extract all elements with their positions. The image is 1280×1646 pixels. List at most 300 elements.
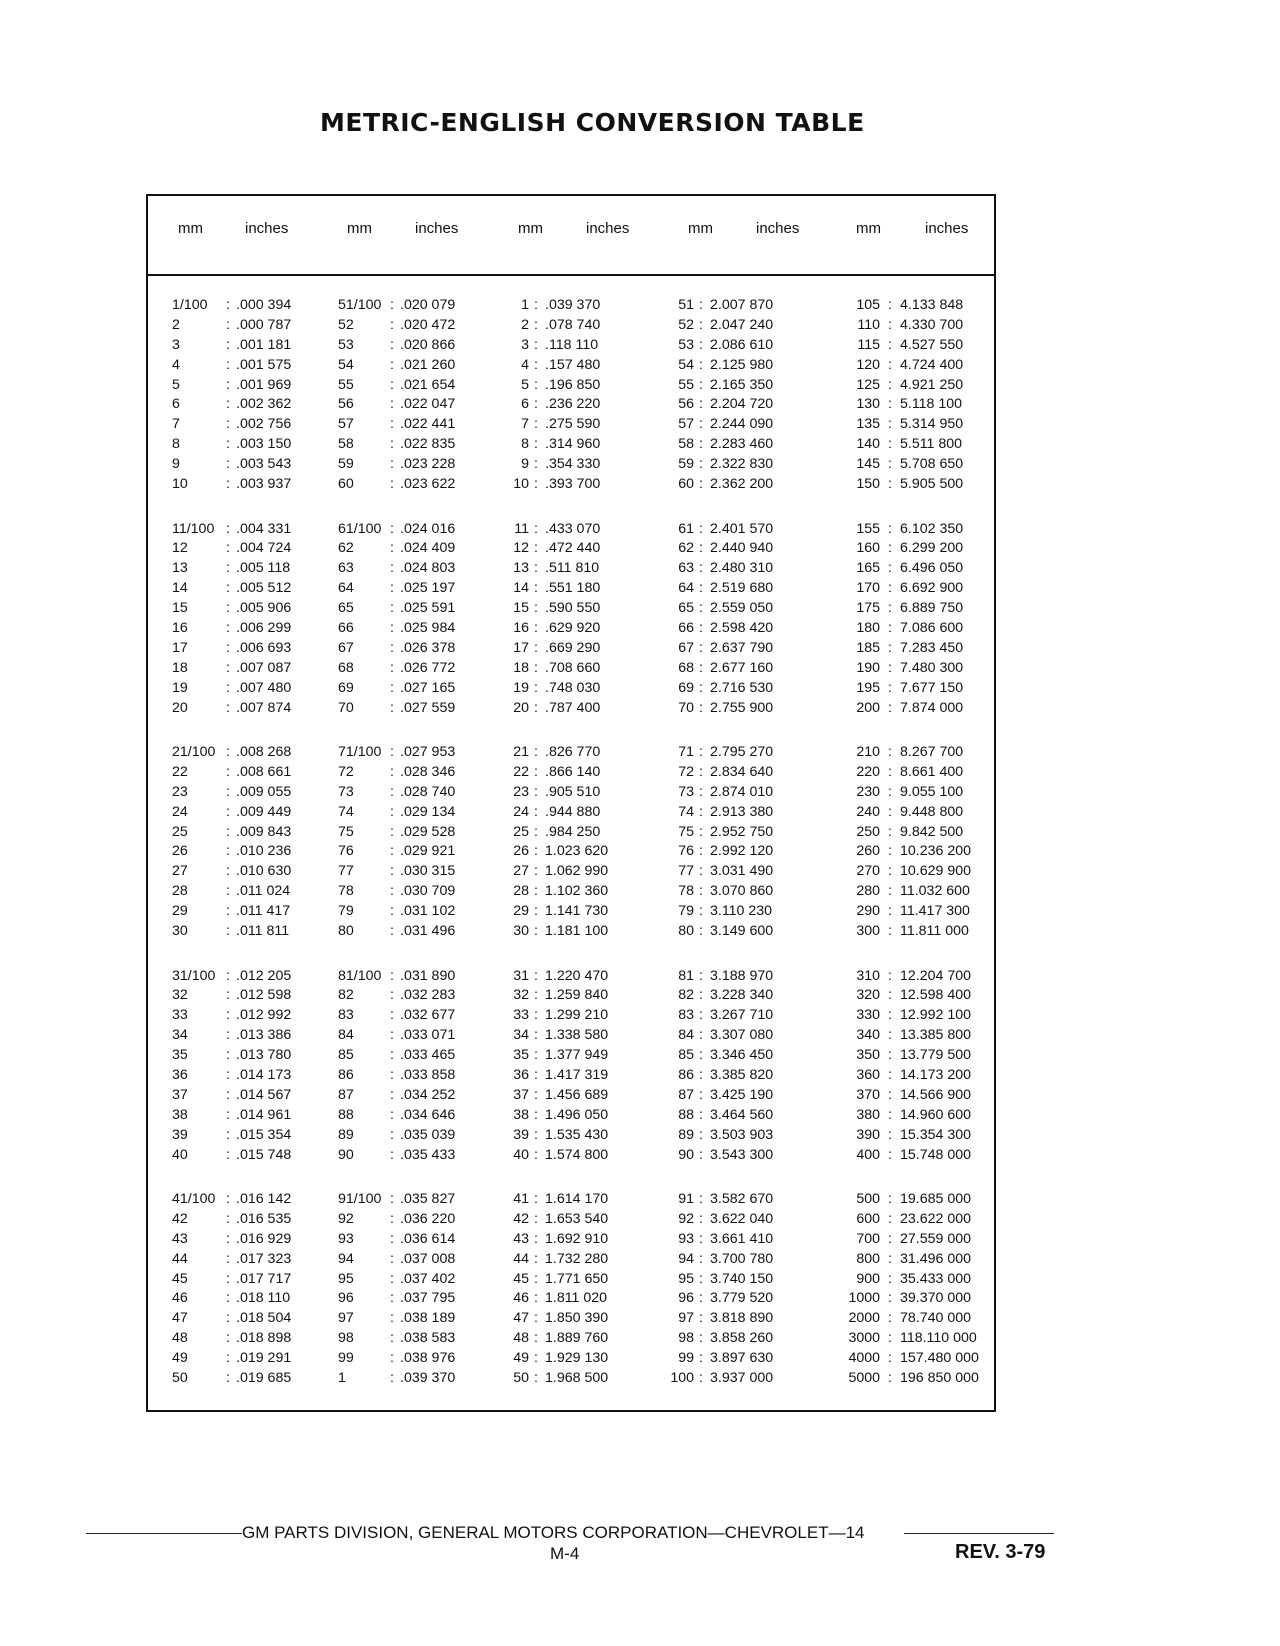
separator: : — [226, 1047, 230, 1064]
mm-value: 24 — [513, 803, 529, 820]
mm-value: 61/100 — [338, 520, 382, 537]
table-row — [503, 1270, 663, 1290]
separator: : — [888, 416, 892, 433]
mm-value: 13 — [172, 560, 188, 577]
table-row — [172, 356, 332, 376]
mm-value: 45 — [513, 1270, 529, 1287]
inches-value: .314 960 — [545, 436, 601, 453]
separator: : — [699, 763, 703, 780]
separator: : — [390, 1350, 394, 1367]
table-row — [503, 823, 663, 843]
table-row — [840, 743, 990, 763]
table-row — [668, 783, 828, 803]
inches-value: 2.204 720 — [710, 396, 774, 413]
inches-value: .003 150 — [236, 436, 292, 453]
mm-value: 380 — [856, 1106, 880, 1123]
mm-value: 51/100 — [338, 297, 382, 313]
column-header-inches: inches — [756, 220, 800, 237]
separator: : — [226, 1250, 230, 1267]
table-row — [503, 475, 663, 495]
inches-value: .022 047 — [400, 396, 456, 413]
mm-value: 350 — [856, 1047, 880, 1064]
column-header-mm: mm — [347, 220, 372, 237]
separator: : — [226, 1370, 230, 1387]
separator: : — [390, 1106, 394, 1123]
table-row — [668, 1369, 828, 1389]
inches-value: 2.874 010 — [710, 783, 774, 800]
inches-value: 3.110 230 — [710, 903, 773, 920]
separator: : — [390, 356, 394, 373]
separator: : — [888, 967, 892, 984]
separator: : — [226, 1106, 230, 1123]
footer-text: GM PARTS DIVISION, GENERAL MOTORS CORPORATION—CHEVROLET—14 — [242, 1523, 865, 1542]
table-row — [338, 1349, 498, 1369]
inches-value: .016 535 — [236, 1210, 292, 1227]
mm-value: 42 — [513, 1210, 529, 1227]
separator: : — [534, 520, 538, 537]
table-row — [840, 783, 990, 803]
table-row — [840, 1026, 990, 1046]
separator: : — [226, 1191, 230, 1207]
table-row — [338, 1026, 498, 1046]
inches-value: .021 260 — [400, 356, 456, 373]
table-row — [840, 415, 990, 435]
inches-value: 3.346 450 — [710, 1047, 774, 1064]
separator: : — [534, 1230, 538, 1247]
separator: : — [534, 416, 538, 433]
mm-value: 1 — [338, 1370, 346, 1387]
separator: : — [534, 376, 538, 393]
table-row — [668, 1349, 828, 1369]
mm-value: 69 — [678, 679, 694, 696]
inches-value: .118 110 — [545, 336, 599, 353]
mm-value: 53 — [338, 336, 354, 353]
inches-value: 1.811 020 — [545, 1290, 608, 1307]
table-row — [840, 1289, 990, 1309]
inches-value: .024 016 — [400, 520, 456, 537]
table-row — [338, 902, 498, 922]
inches-value: 14.566 900 — [900, 1086, 972, 1103]
separator: : — [390, 1146, 394, 1163]
mm-value: 29 — [172, 903, 188, 920]
inches-value: .669 290 — [545, 639, 601, 656]
inches-value: .001 969 — [236, 376, 292, 393]
separator: : — [699, 356, 703, 373]
table-row — [668, 1190, 828, 1210]
column-header-inches: inches — [245, 220, 289, 237]
table-row — [503, 699, 663, 719]
mm-value: 125 — [856, 376, 880, 393]
table-row — [840, 902, 990, 922]
mm-value: 18 — [513, 659, 529, 676]
inches-value: 3.897 630 — [710, 1350, 774, 1367]
inches-value: 3.622 040 — [710, 1210, 774, 1227]
table-row — [338, 699, 498, 719]
mm-value: 185 — [856, 639, 880, 656]
table-row — [840, 1046, 990, 1066]
inches-value: 1.535 430 — [545, 1126, 609, 1143]
inches-value: 7.480 300 — [900, 659, 964, 676]
table-row — [172, 579, 332, 599]
row-group — [668, 967, 828, 1191]
separator: : — [699, 1290, 703, 1307]
table-row — [840, 435, 990, 455]
inches-value: 1.574 800 — [545, 1146, 609, 1163]
table-column-1 — [172, 296, 332, 1414]
separator: : — [888, 1007, 892, 1024]
table-row — [668, 1086, 828, 1106]
table-row — [840, 1210, 990, 1230]
mm-value: 27 — [513, 863, 529, 880]
separator: : — [699, 1066, 703, 1083]
separator: : — [888, 560, 892, 577]
inches-value: .036 614 — [400, 1230, 456, 1247]
separator: : — [390, 297, 394, 313]
mm-value: 42 — [172, 1210, 188, 1227]
table-row — [172, 316, 332, 336]
table-row — [668, 1066, 828, 1086]
mm-value: 36 — [513, 1066, 529, 1083]
separator: : — [226, 297, 230, 313]
row-group — [503, 967, 663, 1191]
table-row — [338, 1309, 498, 1329]
mm-value: 43 — [172, 1230, 188, 1247]
separator: : — [699, 923, 703, 940]
inches-value: 4.724 400 — [900, 356, 964, 373]
mm-value: 73 — [678, 783, 694, 800]
row-group — [172, 743, 332, 967]
mm-value: 99 — [678, 1350, 694, 1367]
separator: : — [888, 1210, 892, 1227]
column-header-mm: mm — [856, 220, 881, 237]
mm-value: 5000 — [848, 1370, 880, 1387]
inches-value: .020 472 — [400, 316, 456, 333]
mm-value: 63 — [338, 560, 354, 577]
mm-value: 8 — [172, 436, 180, 453]
table-row — [668, 435, 828, 455]
table-row — [172, 336, 332, 356]
table-row — [338, 639, 498, 659]
mm-value: 39 — [172, 1126, 188, 1143]
separator: : — [226, 883, 230, 900]
column-header-inches: inches — [415, 220, 459, 237]
table-row — [840, 922, 990, 942]
separator: : — [390, 1066, 394, 1083]
table-row — [668, 520, 828, 540]
table-row — [668, 475, 828, 495]
mm-value: 11 — [514, 520, 529, 537]
table-row — [172, 1146, 332, 1166]
separator: : — [534, 580, 538, 597]
mm-value: 61 — [678, 520, 694, 537]
mm-value: 71 — [678, 744, 694, 760]
separator: : — [699, 520, 703, 537]
table-row — [172, 435, 332, 455]
mm-value: 18 — [172, 659, 188, 676]
mm-value: 135 — [856, 416, 880, 433]
mm-value: 85 — [338, 1047, 354, 1064]
mm-value: 58 — [338, 436, 354, 453]
mm-value: 165 — [856, 560, 880, 577]
inches-value: 3.740 150 — [710, 1270, 774, 1287]
mm-value: 67 — [338, 639, 354, 656]
inches-value: .000 394 — [236, 297, 292, 313]
separator: : — [226, 803, 230, 820]
separator: : — [888, 843, 892, 860]
mm-value: 3 — [521, 336, 529, 353]
inches-value: .038 583 — [400, 1330, 456, 1347]
table-row — [338, 1270, 498, 1290]
table-row — [668, 862, 828, 882]
table-row — [668, 1250, 828, 1270]
separator: : — [534, 560, 538, 577]
table-row — [172, 1026, 332, 1046]
inches-value: 1.023 620 — [545, 843, 609, 860]
table-row — [668, 699, 828, 719]
mm-value: 500 — [856, 1191, 880, 1207]
table-row — [172, 882, 332, 902]
separator: : — [699, 967, 703, 984]
table-row — [338, 316, 498, 336]
table-row — [840, 1329, 990, 1349]
inches-value: 118.110 000 — [900, 1330, 977, 1347]
mm-value: 2 — [172, 316, 180, 333]
separator: : — [390, 540, 394, 557]
separator: : — [699, 803, 703, 820]
table-row — [840, 679, 990, 699]
separator: : — [390, 1270, 394, 1287]
table-row — [840, 1349, 990, 1369]
table-row — [668, 1230, 828, 1250]
table-row — [338, 356, 498, 376]
separator: : — [390, 659, 394, 676]
inches-value: 2.480 310 — [710, 560, 774, 577]
separator: : — [888, 987, 892, 1004]
separator: : — [226, 416, 230, 433]
mm-value: 75 — [678, 823, 694, 840]
separator: : — [699, 987, 703, 1004]
mm-value: 93 — [678, 1230, 694, 1247]
mm-value: 130 — [856, 396, 880, 413]
separator: : — [699, 679, 703, 696]
separator: : — [390, 863, 394, 880]
mm-value: 10 — [513, 476, 529, 493]
mm-value: 340 — [856, 1027, 880, 1044]
table-row — [668, 1126, 828, 1146]
separator: : — [888, 679, 892, 696]
inches-value: .354 330 — [545, 456, 601, 473]
table-row — [172, 1126, 332, 1146]
mm-value: 62 — [678, 540, 694, 557]
mm-value: 250 — [856, 823, 880, 840]
separator: : — [888, 803, 892, 820]
mm-value: 600 — [856, 1210, 880, 1227]
table-row — [338, 579, 498, 599]
row-group — [338, 967, 498, 1191]
inches-value: .029 134 — [400, 803, 456, 820]
mm-value: 90 — [678, 1146, 694, 1163]
separator: : — [534, 540, 538, 557]
separator: : — [534, 744, 538, 760]
separator: : — [226, 1086, 230, 1103]
conversion-table — [146, 194, 996, 1412]
table-row — [503, 763, 663, 783]
separator: : — [534, 1146, 538, 1163]
inches-value: 3.937 000 — [710, 1370, 774, 1387]
inches-value: .001 575 — [236, 356, 292, 373]
table-row — [840, 882, 990, 902]
table-row — [338, 986, 498, 1006]
mm-value: 24 — [172, 803, 188, 820]
inches-value: .002 756 — [236, 416, 292, 433]
mm-value: 100 — [670, 1370, 694, 1387]
inches-value: 6.692 900 — [900, 580, 964, 597]
table-row — [840, 1126, 990, 1146]
separator: : — [226, 520, 230, 537]
separator: : — [699, 659, 703, 676]
inches-value: 2.283 460 — [710, 436, 774, 453]
separator: : — [699, 823, 703, 840]
inches-value: 3.858 260 — [710, 1330, 774, 1347]
separator: : — [534, 1007, 538, 1024]
inches-value: .010 630 — [236, 863, 292, 880]
table-row — [338, 1046, 498, 1066]
mm-value: 5 — [521, 376, 529, 393]
table-row — [668, 376, 828, 396]
inches-value: .033 465 — [400, 1047, 456, 1064]
table-row — [668, 679, 828, 699]
inches-value: 2.795 270 — [710, 744, 774, 760]
inches-value: 3.503 903 — [710, 1126, 774, 1143]
inches-value: .031 496 — [400, 923, 456, 940]
table-row — [338, 679, 498, 699]
separator: : — [390, 1210, 394, 1227]
inches-value: .034 646 — [400, 1106, 456, 1123]
table-row — [338, 619, 498, 639]
table-row — [840, 579, 990, 599]
separator: : — [699, 396, 703, 413]
table-row — [338, 1230, 498, 1250]
mm-value: 66 — [338, 619, 354, 636]
separator: : — [226, 436, 230, 453]
inches-value: .007 087 — [236, 659, 292, 676]
separator: : — [699, 1027, 703, 1044]
inches-value: .015 354 — [236, 1126, 292, 1143]
mm-value: 75 — [338, 823, 354, 840]
inches-value: 1.614 170 — [545, 1191, 609, 1207]
mm-value: 230 — [856, 783, 880, 800]
table-row — [668, 967, 828, 987]
separator: : — [226, 560, 230, 577]
separator: : — [888, 1250, 892, 1267]
mm-value: 145 — [856, 456, 880, 473]
mm-value: 83 — [338, 1007, 354, 1024]
mm-value: 50 — [513, 1370, 529, 1387]
table-row — [503, 539, 663, 559]
mm-value: 26 — [513, 843, 529, 860]
table-row — [503, 1066, 663, 1086]
separator: : — [699, 456, 703, 473]
mm-value: 68 — [338, 659, 354, 676]
table-row — [668, 1210, 828, 1230]
mm-value: 25 — [172, 823, 188, 840]
separator: : — [888, 580, 892, 597]
mm-value: 47 — [172, 1310, 188, 1327]
mm-value: 23 — [513, 783, 529, 800]
table-row — [172, 1046, 332, 1066]
table-column-4 — [668, 296, 828, 1414]
separator: : — [390, 376, 394, 393]
inches-value: .007 480 — [236, 679, 292, 696]
table-row — [668, 1270, 828, 1290]
table-row — [338, 539, 498, 559]
table-row — [840, 539, 990, 559]
table-row — [503, 316, 663, 336]
separator: : — [226, 376, 230, 393]
separator: : — [699, 376, 703, 393]
mm-value: 34 — [172, 1027, 188, 1044]
separator: : — [888, 1290, 892, 1307]
table-row — [840, 559, 990, 579]
inches-value: .024 409 — [400, 540, 456, 557]
table-row — [668, 1146, 828, 1166]
separator: : — [226, 540, 230, 557]
inches-value: 2.519 680 — [710, 580, 774, 597]
inches-value: 5.314 950 — [900, 416, 964, 433]
mm-value: 69 — [338, 679, 354, 696]
mm-value: 80 — [678, 923, 694, 940]
mm-value: 26 — [172, 843, 188, 860]
inches-value: 4.921 250 — [900, 376, 964, 393]
inches-value: .007 874 — [236, 699, 292, 716]
row-group — [503, 296, 663, 520]
mm-value: 81 — [678, 967, 694, 984]
table-row — [503, 862, 663, 882]
separator: : — [888, 1106, 892, 1123]
mm-value: 28 — [513, 883, 529, 900]
separator: : — [390, 1027, 394, 1044]
inches-value: .011 811 — [236, 923, 290, 940]
mm-value: 360 — [856, 1066, 880, 1083]
separator: : — [534, 476, 538, 493]
inches-value: .030 315 — [400, 863, 456, 880]
mm-value: 30 — [172, 923, 188, 940]
table-row — [172, 1230, 332, 1250]
separator: : — [699, 1106, 703, 1123]
mm-value: 21/100 — [172, 744, 216, 760]
mm-value: 25 — [513, 823, 529, 840]
inches-value: .393 700 — [545, 476, 601, 493]
mm-value: 84 — [678, 1027, 694, 1044]
table-row — [503, 1250, 663, 1270]
separator: : — [390, 923, 394, 940]
separator: : — [390, 763, 394, 780]
mm-value: 48 — [172, 1330, 188, 1347]
table-row — [668, 579, 828, 599]
table-row — [840, 376, 990, 396]
table-row — [668, 1289, 828, 1309]
table-row — [503, 1369, 663, 1389]
mm-value: 19 — [172, 679, 188, 696]
separator: : — [226, 336, 230, 353]
table-row — [668, 619, 828, 639]
table-row — [172, 763, 332, 783]
separator: : — [888, 783, 892, 800]
separator: : — [534, 783, 538, 800]
inches-value: 11.811 000 — [900, 923, 969, 940]
row-group — [172, 1190, 332, 1414]
inches-value: .026 378 — [400, 639, 456, 656]
